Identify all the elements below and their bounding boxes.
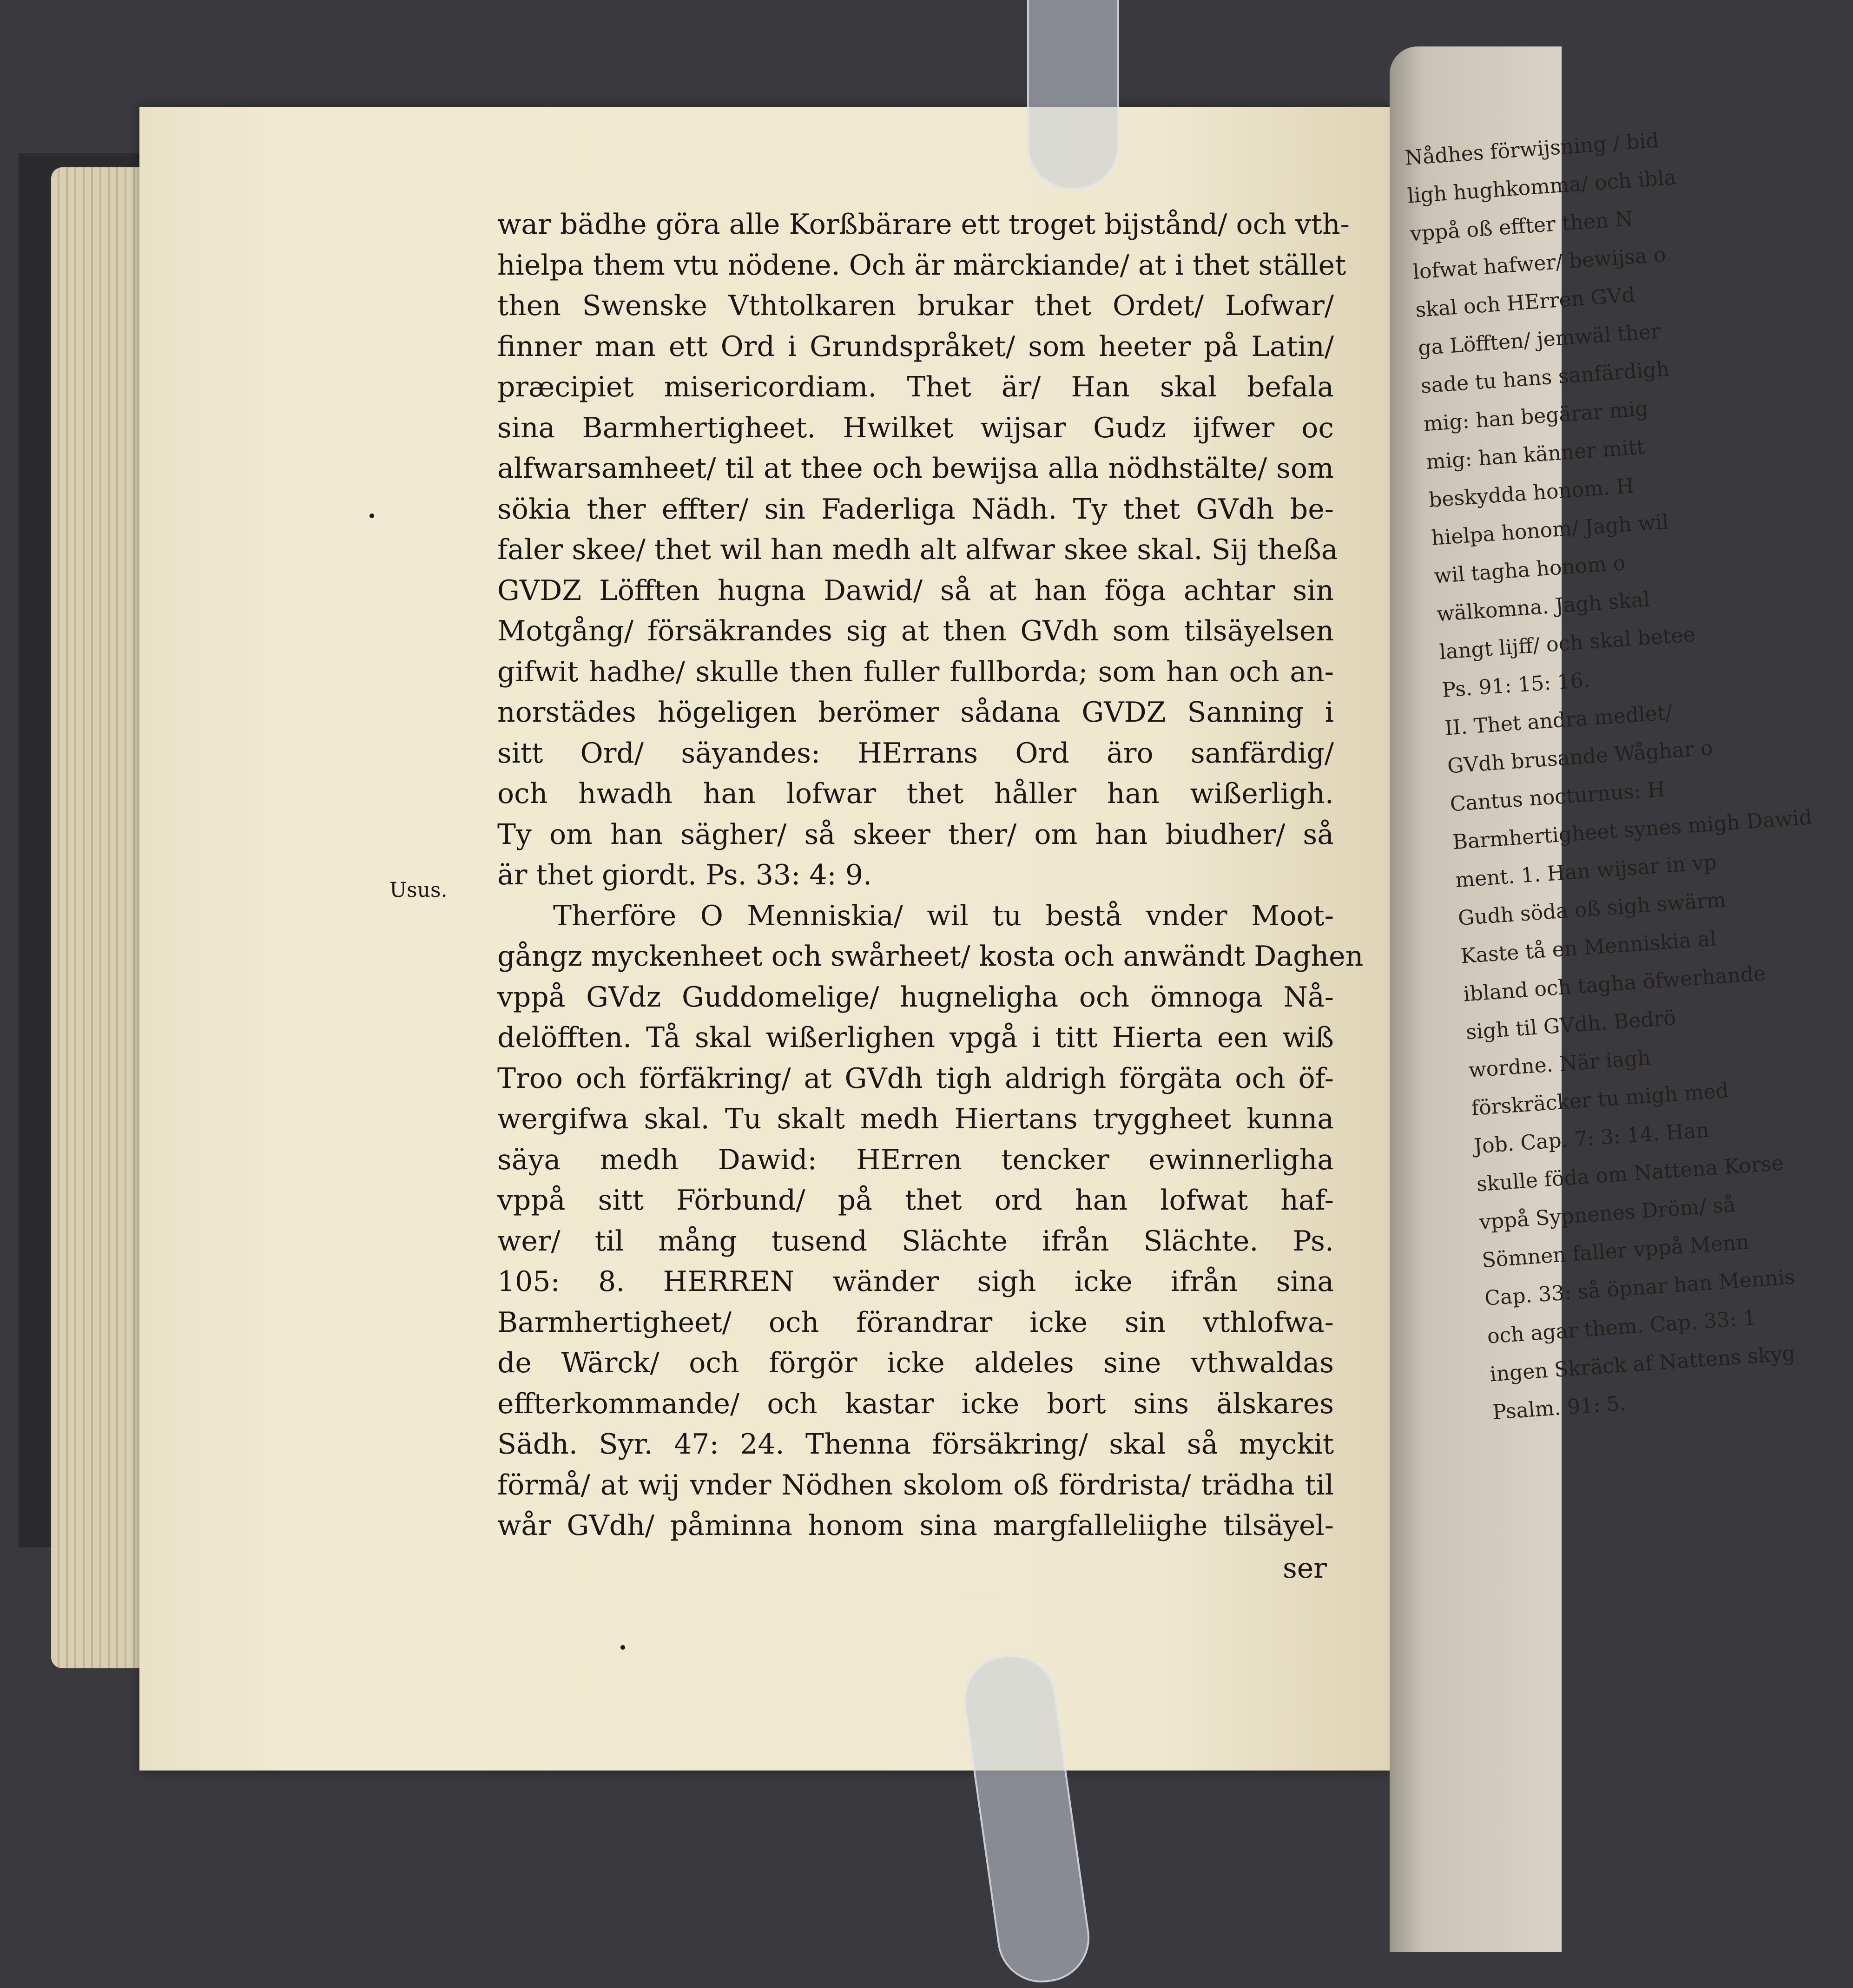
facing-text-line: beskydda honom. H bbox=[1428, 474, 1635, 513]
ink-speck bbox=[369, 513, 374, 518]
facing-text-line: Barmhertigheet synes migh Dawid bbox=[1452, 805, 1813, 855]
ink-speck bbox=[620, 1645, 625, 1650]
facing-text-line: II. Thet andra medlet/ bbox=[1444, 700, 1673, 740]
facing-text-line: wil tagha honom o bbox=[1433, 551, 1626, 588]
text-line: effterkommande/ och kastar icke bort sins älskares bbox=[497, 1387, 1334, 1420]
text-line: gifwit hadhe/ skulle then fuller fullborda; som han och an- bbox=[497, 655, 1334, 688]
facing-text-line: ment. 1. Han wijsar in vp bbox=[1454, 850, 1718, 893]
text-line: sina Barmhertigheet. Hwilket wijsar Gudz ijfwer oc bbox=[497, 411, 1334, 444]
facing-text-line: GVdh brusande Wåghar o bbox=[1446, 736, 1714, 778]
main-text-block bbox=[497, 204, 1364, 1547]
facing-text-line: lofwat hafwer/ bewijsa o bbox=[1412, 243, 1667, 284]
facing-text-line: langt lijff/ och skal betee bbox=[1438, 622, 1696, 665]
facing-text-line: ga Löfften/ jemwäl ther bbox=[1417, 319, 1662, 360]
text-line: de Wärck/ och förgör icke aldeles sine vthwaldas bbox=[497, 1347, 1334, 1379]
catchword: ser bbox=[1283, 1552, 1327, 1585]
facing-text-line: ligh hughkomma/ och ibla bbox=[1406, 165, 1677, 208]
facing-text-line: vppå Sypnenes Dröm/ så bbox=[1478, 1192, 1736, 1235]
page-clip-top bbox=[1027, 0, 1119, 190]
text-line: wår GVdh/ påminna honom sina margfalleliighe tilsäyel- bbox=[497, 1509, 1334, 1542]
facing-text-line: förskräcker tu migh med bbox=[1471, 1079, 1730, 1120]
text-line: Troo och förfäkring/ at GVdh tigh aldrigh förgäta och öf- bbox=[497, 1062, 1334, 1095]
text-line: Ty om han sägher/ så skeer ther/ om han biudher/ så bbox=[497, 818, 1334, 851]
facing-text-line: mig: han känner mitt bbox=[1425, 435, 1646, 474]
facing-text-line: wordne. När iagh bbox=[1468, 1046, 1652, 1083]
facing-text-line: skulle föda om Nattena Korse bbox=[1476, 1151, 1785, 1197]
facing-text-line: ibland och tagha öfwerhande bbox=[1462, 961, 1767, 1007]
facing-text-line: Job. Cap. 7: 3: 14. Han bbox=[1473, 1118, 1710, 1159]
bleed-through-text bbox=[381, 488, 387, 513]
text-line: 105: 8. HERREN wänder sigh icke ifrån sina bbox=[497, 1265, 1334, 1298]
facing-text-line: Cap. 33: så öpnar han Mennis bbox=[1484, 1265, 1796, 1310]
facing-text-line: Gudh söda oß sigh swärm bbox=[1457, 888, 1727, 930]
text-line: delöfften. Tå skal wißerlighen vpgå i titt Hierta een wiß bbox=[497, 1021, 1334, 1054]
text-line: faler skee/ thet wil han medh alt alfwar skee skal. Sij theßa bbox=[497, 533, 1338, 566]
facing-text-line: Kaste tå en Menniskia al bbox=[1460, 927, 1717, 968]
text-line: gångz myckenheet och swårheet/ kosta och anwändt Daghen bbox=[497, 940, 1364, 973]
text-line: wergifwa skal. Tu skalt medh Hiertans tryggheet kunna bbox=[497, 1103, 1334, 1135]
text-line: GVDZ Löfften hugna Dawid/ så at han föga achtar sin bbox=[497, 574, 1334, 607]
text-line: vppå GVdz Guddomelige/ hugneligha och ömnoga Nå- bbox=[497, 981, 1334, 1014]
facing-text-line: wälkomna. Jagh skal bbox=[1436, 587, 1651, 626]
facing-text-line: och agar them. Cap. 33: 1 bbox=[1486, 1306, 1757, 1349]
margin-note: Usus. bbox=[389, 878, 448, 902]
facing-text-line: mig: han begärar mig bbox=[1423, 396, 1649, 436]
facing-text-line: Sömnen faller vppå Menn bbox=[1481, 1230, 1750, 1273]
text-line: förmå/ at wij vnder Nödhen skolom oß fördrista/ trädha til bbox=[497, 1468, 1334, 1501]
facing-text-line: Ps. 91: 15: 16. bbox=[1441, 668, 1591, 703]
text-line: sitt Ord/ säyandes: HErrans Ord äro sanfärdig/ bbox=[497, 737, 1334, 770]
text-line: finner man ett Ord i Grundspråket/ som heeter på Latin/ bbox=[497, 330, 1334, 363]
facing-page-text bbox=[1404, 120, 1813, 1432]
facing-text-line: ingen Skräck af Nattens skyg bbox=[1489, 1341, 1796, 1387]
facing-text-line: Cantus nocturnus: H bbox=[1449, 777, 1666, 816]
text-line: och hwadh han lofwar thet håller han wißerligh. bbox=[497, 777, 1334, 810]
text-line: wer/ til mång tusend Slächte ifrån Slächte. Ps. bbox=[497, 1224, 1334, 1257]
text-line: præcipiet misericordiam. Thet är/ Han skal befala bbox=[497, 371, 1334, 403]
text-line: sökia ther effter/ sin Faderliga Nädh. Ty thet GVdh be- bbox=[497, 493, 1334, 526]
facing-page bbox=[1390, 46, 1813, 1952]
text-line: then Swenske Vthtolkaren brukar thet Ordet/ Lofwar/ bbox=[497, 290, 1334, 322]
facing-text-line: sade tu hans sanfärdigh bbox=[1420, 357, 1670, 398]
text-line: Sädh. Syr. 47: 24. Thenna försäkring/ skal så myckit bbox=[497, 1428, 1334, 1461]
facing-text-line: skal och HErren GVd bbox=[1414, 283, 1636, 323]
facing-text-line: hielpa honom/ Jagh wil bbox=[1431, 510, 1669, 550]
text-line: säya medh Dawid: HErren tencker ewinnerligha bbox=[497, 1143, 1334, 1176]
text-line: Barmhertigheet/ och förandrar icke sin vthlofwa- bbox=[497, 1306, 1334, 1339]
facing-text-line: Psalm. 91: 5. bbox=[1491, 1391, 1627, 1425]
facing-text-line: vppå oß effter then N bbox=[1409, 207, 1634, 246]
text-line: vppå sitt Förbund/ på thet ord han lofwat haf- bbox=[497, 1184, 1334, 1217]
facing-text-line: Nådhes förwijsning / bid bbox=[1404, 128, 1660, 170]
text-line: är thet giordt. Ps. 33: 4: 9. bbox=[497, 859, 872, 891]
facing-text-line: sigh til GVdh. Bedrö bbox=[1465, 1006, 1677, 1045]
text-line: hielpa them vtu nödene. Och är märckiande/ at i thet stället bbox=[497, 249, 1346, 282]
text-line: alfwarsamheet/ til at thee och bewijsa alla nödhstälte/ som bbox=[497, 452, 1334, 485]
text-line: Therföre O Menniskia/ wil tu bestå vnder Moot- bbox=[553, 899, 1334, 932]
text-line: war bädhe göra alle Korßbärare ett troget bijstånd/ och vth- bbox=[497, 208, 1350, 241]
text-line: Motgång/ försäkrandes sig at then GVdh som tilsäyelsen bbox=[497, 615, 1334, 647]
text-line: norstädes högeligen berömer sådana GVDZ Sanning i bbox=[497, 696, 1334, 729]
